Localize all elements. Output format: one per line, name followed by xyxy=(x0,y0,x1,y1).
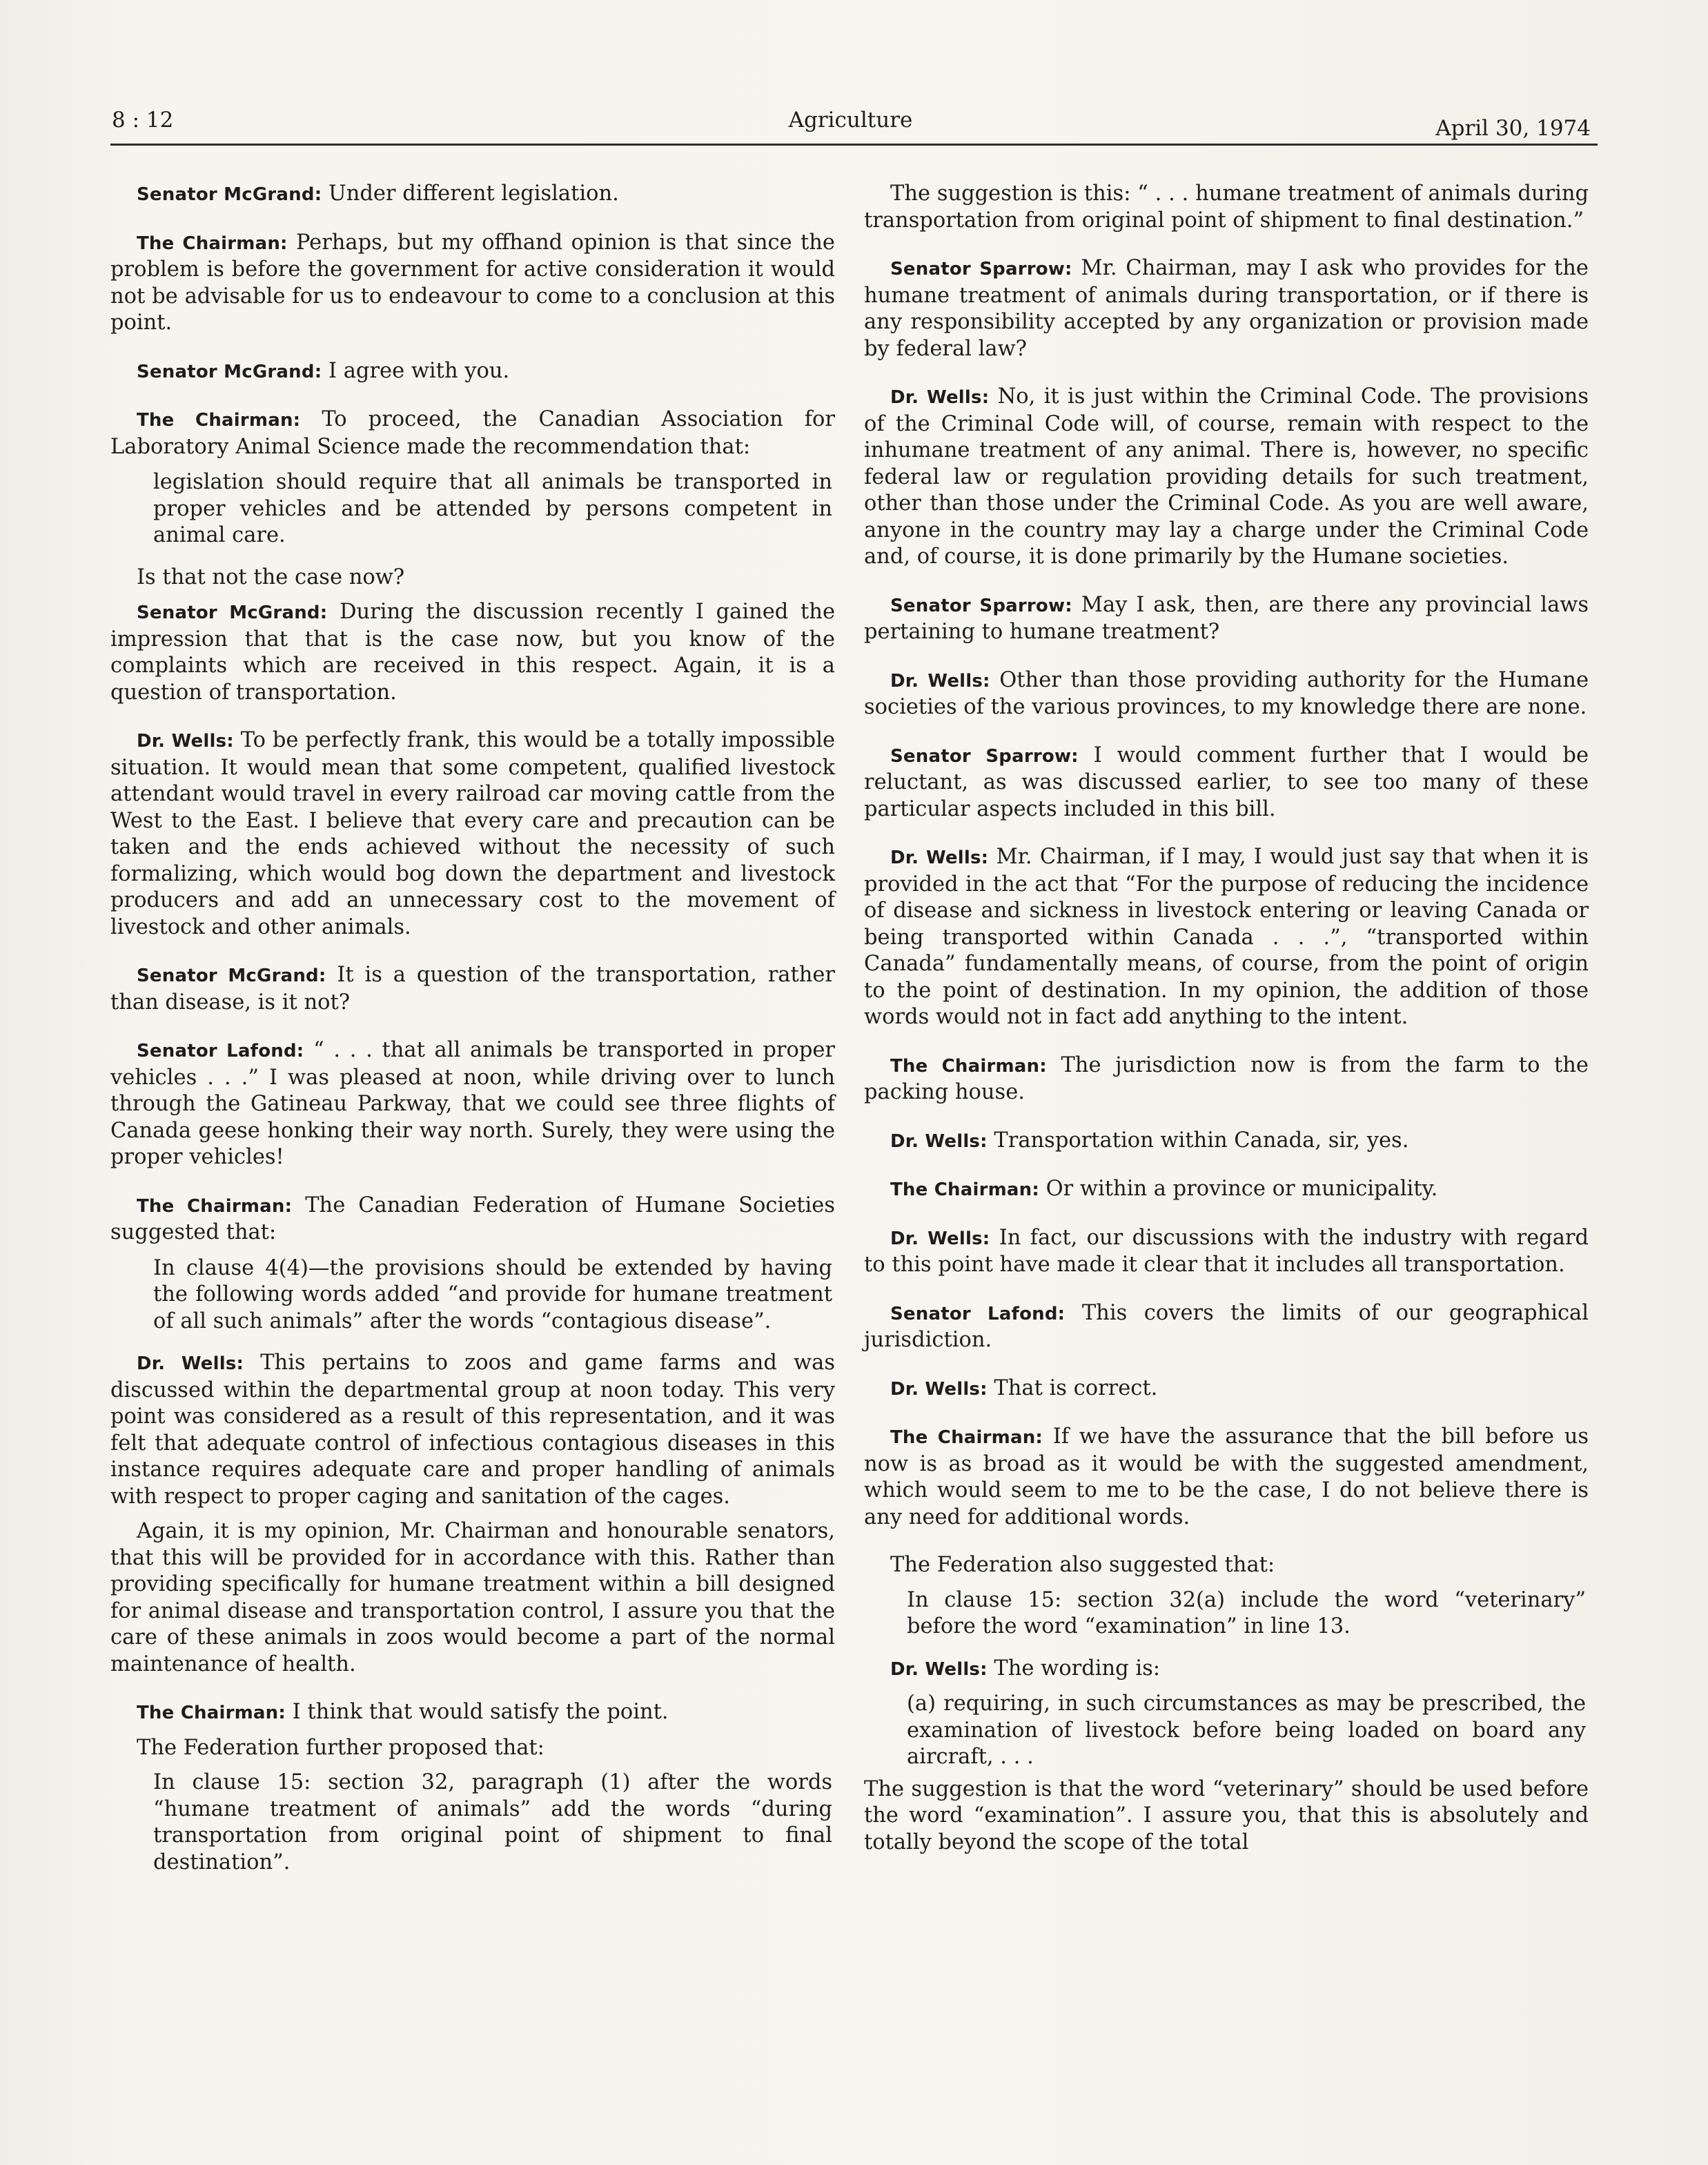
block-quote: (a) requiring, in such circumstances as may be prescribed, the examination of livestock before being loaded on board any aircraft, . . . xyxy=(907,1692,1586,1769)
paragraph: Senator McGrand: I agree with you. xyxy=(137,358,510,383)
speaker-label: Dr. Wells: xyxy=(890,1130,988,1152)
paragraph: Is that not the case now? xyxy=(137,565,405,589)
speaker-label: Dr. Wells: xyxy=(137,731,234,752)
paragraph: Senator McGrand: Under different legislation. xyxy=(137,182,619,206)
page-title: Agriculture xyxy=(788,108,913,133)
paragraph: The Chairman: The Canadian Federation of Humane Societies suggested that: xyxy=(110,1193,836,1244)
page-date: April 30, 1974 xyxy=(1435,116,1591,141)
speaker-label: Dr. Wells: xyxy=(890,1658,988,1680)
speaker-label: The Chairman: xyxy=(890,1055,1047,1077)
paragraph: Senator McGrand: It is a question of the transportation, rather than disease, is it not? xyxy=(110,963,835,1015)
paragraph: The Chairman: Perhaps, but my offhand opinion is that since the problem is before the government for active consideration it would not be advisable for us to endeavour to come to a conclusion at this point. xyxy=(110,230,835,335)
speaker-label: The Chairman: xyxy=(137,233,288,254)
speaker-label: Dr. Wells: xyxy=(890,1378,988,1400)
paragraph: Dr. Wells: Other than those providing authority for the Humane societies of the various provinces, to my knowledge there are none. xyxy=(864,667,1589,719)
left-column xyxy=(110,181,835,1891)
speaker-label: Senator McGrand: xyxy=(137,361,322,382)
speaker-label: Dr. Wells: xyxy=(890,670,990,692)
paragraph: Dr. Wells: That is correct. xyxy=(890,1375,1158,1400)
block-quote: In clause 15: section 32(a) include the word “veterinary” before the word “examination” in line 13. xyxy=(907,1587,1586,1638)
paragraph: Dr. Wells: Mr. Chairman, if I may, I would just say that when it is provided in the act that “For the purpose of reducing the incidence of disease and sickness in livestock entering or leaving Canada or being transported within Canada . . .”, “transported within Canada” fundamentally means, of course, from the point of origin to the point of destination. In my opinion, the addition of those words would not in fact add anything to the intent. xyxy=(864,845,1589,1029)
paragraph: Dr. Wells: To be perfectly frank, this would be a totally impossible situation. It would mean that some competent, qualified livestock attendant would travel in every railroad car moving cattle from the West to the East. I believe that every care and precaution can be taken and the ends achieved without the necessity of such formalizing, which would bog down the department and livestock producers and add an unnecessary cost to the movement of livestock and other animals. xyxy=(110,728,836,939)
page-number: 8 : 12 xyxy=(112,108,174,133)
paragraph: Dr. Wells: This pertains to zoos and game farms and was discussed within the departmental group at noon today. This very point was considered as a result of this representation, and it was felt that adequate control of infectious contagious diseases in this instance requires adequate care and proper handling of animals with respect to proper caging and sanitation of the cages. xyxy=(110,1351,835,1509)
speaker-label: Dr. Wells: xyxy=(890,848,989,868)
paragraph: Senator Lafond: This covers the limits of our geographical jurisdiction. xyxy=(864,1300,1589,1352)
paragraph: The Federation also suggested that: xyxy=(890,1553,1275,1577)
speaker-label: The Chairman: xyxy=(890,1179,1039,1200)
paragraph: The Chairman: To proceed, the Canadian Association for Laboratory Animal Science made the recommendation that: xyxy=(110,407,835,459)
paragraph: Senator Sparrow: I would comment further that I would be reluctant, as was discussed earlier, to see too many of these particular aspects included in this bill. xyxy=(864,743,1589,821)
block-quote: legislation should require that all animals be transported in proper vehicles and be attended by persons competent in animal care. xyxy=(153,470,832,547)
paragraph: Dr. Wells: Transportation within Canada, sir, yes. xyxy=(890,1128,1409,1153)
speaker-label: Dr. Wells: xyxy=(890,387,990,408)
header-rule xyxy=(110,144,1598,146)
speaker-label: The Chairman: xyxy=(137,1195,293,1217)
paragraph: The Chairman: The jurisdiction now is from the farm to the packing house. xyxy=(864,1052,1589,1104)
paragraph: Dr. Wells: The wording is: xyxy=(890,1656,1161,1681)
speaker-label: Senator McGrand: xyxy=(137,184,322,205)
speaker-label: The Chairman: xyxy=(137,1703,286,1723)
speaker-label: Dr. Wells: xyxy=(137,1353,244,1374)
paragraph: Senator McGrand: During the discussion recently I gained the impression that that is the case now, but you know of the complaints which are received in this respect. Again, it is a question of transportation. xyxy=(110,600,836,705)
paragraph: Dr. Wells: No, it is just within the Criminal Code. The provisions of the Criminal Code will, of course, remain with respect to the inhumane treatment of any animal. There is, however, no specific federal law or regulation providing details for such treatment, other than those under the Criminal Code. As you are well aware, anyone in the country may lay a charge under the Criminal Code and, of course, it is done primarily by the Humane societies. xyxy=(864,384,1589,569)
speaker-label: The Chairman: xyxy=(890,1427,1043,1448)
paragraph: Again, it is my opinion, Mr. Chairman and honourable senators, that this will be provided for in accordance with this. Rather than providing specifically for humane treatment within a bill designed for animal disease and transportation control, I assure you that the care of these animals in zoos would become a part of the normal maintenance of health. xyxy=(110,1519,835,1676)
speaker-label: Senator McGrand: xyxy=(137,603,328,623)
paragraph: The Chairman: Or within a province or municipality. xyxy=(890,1177,1438,1201)
paragraph: Senator Sparrow: Mr. Chairman, may I ask who provides for the humane treatment of animals during transportation, or if there is any responsibility accepted by any organization or provision made by federal law? xyxy=(864,256,1589,361)
speaker-label: Senator Sparrow: xyxy=(890,595,1072,616)
paragraph: The Chairman: I think that would satisfy the point. xyxy=(137,1700,669,1724)
paragraph: The suggestion is that the word “veterinary” should be used before the word “examination”. I assure you, that this is absolutely and totally beyond the scope of the total xyxy=(864,1776,1589,1854)
paragraph: The suggestion is this: “ . . . humane treatment of animals during transportation from original point of shipment to final destination.” xyxy=(864,182,1589,233)
speaker-label: Senator McGrand: xyxy=(137,966,326,986)
speaker-label: Senator Sparrow: xyxy=(890,259,1072,280)
paragraph: The Chairman: If we have the assurance that the bill before us now is as broad as it would be with the suggested amendment, which would seem to me to be the case, I do not believe there is any need for additional words. xyxy=(864,1424,1589,1529)
paragraph: Senator Sparrow: May I ask, then, are there any provincial laws pertaining to humane treatment? xyxy=(864,592,1589,644)
paragraph: The Federation further proposed that: xyxy=(137,1735,544,1760)
speaker-label: Senator Sparrow: xyxy=(890,745,1079,767)
block-quote: In clause 15: section 32, paragraph (1) after the words “humane treatment of animals” add the words “during transportation from original point of shipment to final destination”. xyxy=(153,1770,832,1874)
speaker-label: Senator Lafond: xyxy=(890,1303,1066,1324)
paragraph: Senator Lafond: “ . . . that all animals be transported in proper vehicles . . .” I was pleased at noon, while driving over to lunch through the Gatineau Parkway, that we could see three flights of Canada geese honking their way north. Surely, they were using the proper vehicles! xyxy=(110,1038,836,1169)
paragraph: Dr. Wells: In fact, our discussions with the industry with regard to this point have made it clear that it includes all transportation. xyxy=(864,1225,1589,1277)
right-column xyxy=(864,181,1589,1877)
page-header xyxy=(110,102,1591,144)
speaker-label: The Chairman: xyxy=(137,410,301,431)
speaker-label: Dr. Wells: xyxy=(890,1228,990,1249)
speaker-label: Senator Lafond: xyxy=(137,1041,304,1061)
block-quote: In clause 4(4)—the provisions should be extended by having the following words added “and provide for humane treatment of all such animals” after the words “contagious disease”. xyxy=(153,1255,832,1333)
